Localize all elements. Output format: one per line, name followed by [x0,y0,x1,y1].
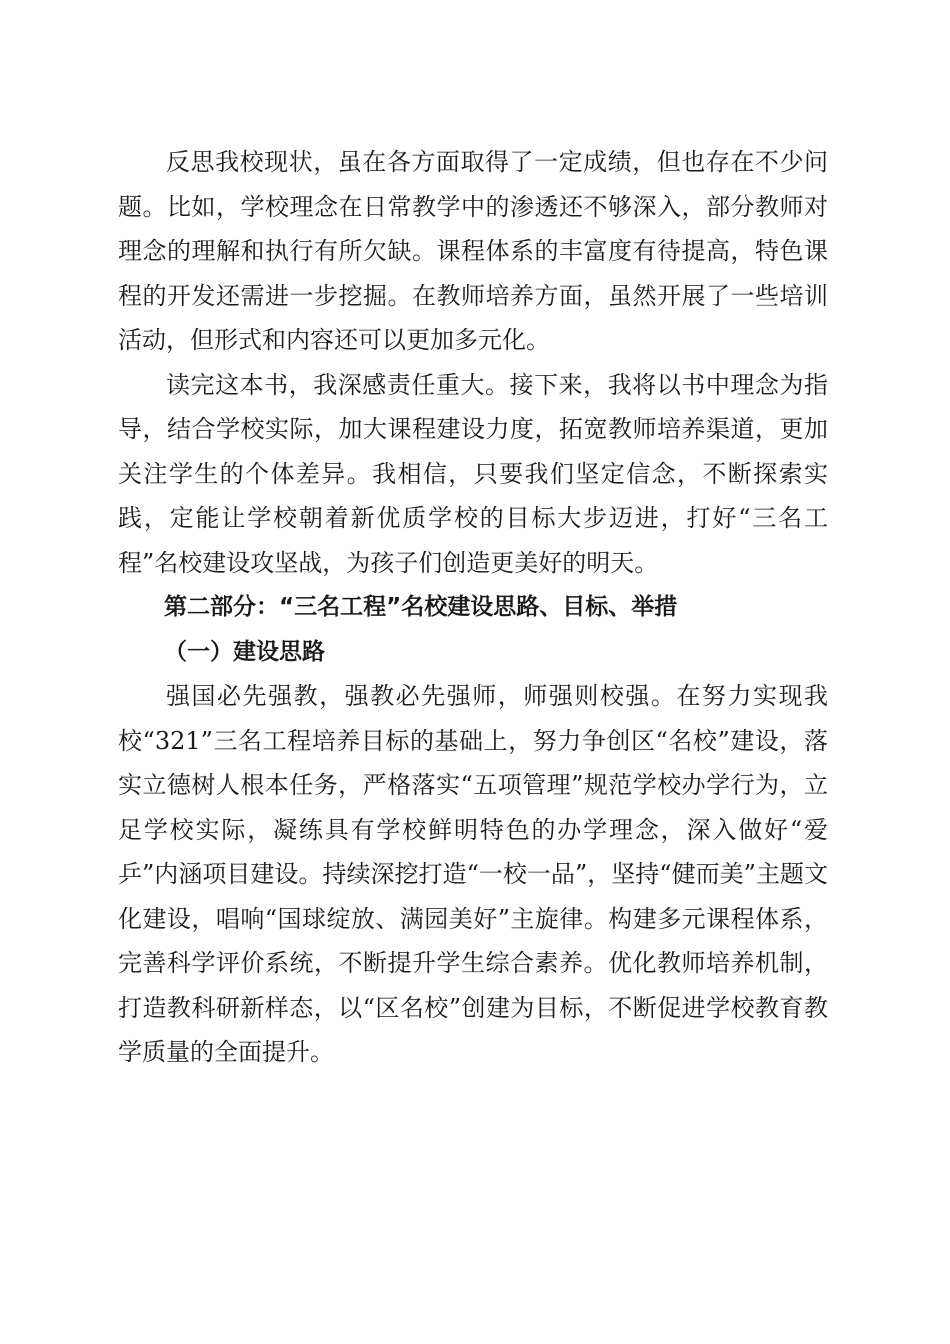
paragraph-reading-response: 读完这本书，我深感责任重大。接下来，我将以书中理念为指导，结合学校实际，加大课程建设力度，拓宽教师培养渠道，更加关注学生的个体差异。我相信，只要我们坚定信念，不断探索实践，定能让学校朝着新优质学校的目标大步迈进，打好“三名工程”名校建设攻坚战，为孩子们创造更美好的明天。 [118,370,828,577]
paragraph-reflection: 反思我校现状，虽在各方面取得了一定成绩，但也存在不少问题。比如，学校理念在日常教学中的渗透还不够深入，部分教师对理念的理解和执行有所欠缺。课程体系的丰富度有待提高，特色课程的开发还需进一步挖掘。在教师培养方面，虽然开展了一些培训活动，但形式和内容还可以更加多元化。 [118,148,828,354]
section-one-heading: （一）建设思路 [164,638,325,665]
part-two-heading: 第二部分：“三名工程”名校建设思路、目标、举措 [164,594,678,620]
paragraph-construction-ideas: 强国必先强教，强教必先强师，师强则校强。在努力实现我校“321”三名工程培养目标的基础上，努力争创区“名校”建设，落实立德树人根本任务，严格落实“五项管理”规范学校办学行为，立足学校实际，凝练具有学校鲜明特色的办学理念，深入做好“爱乒”内涵项目建设。持续深挖打造“一校一品”，坚持“健而美”主题文化建设，唱响“国球绽放、满园美好”主旋律。构建多元课程体系，完善科学评价系统，不断提升学生综合素养。优化教师培养机制，打造教科研新样态，以“区名校”创建为目标，不断促进学校教育教学质量的全面提升。 [118,682,828,1066]
document-page [118,140,828,1075]
